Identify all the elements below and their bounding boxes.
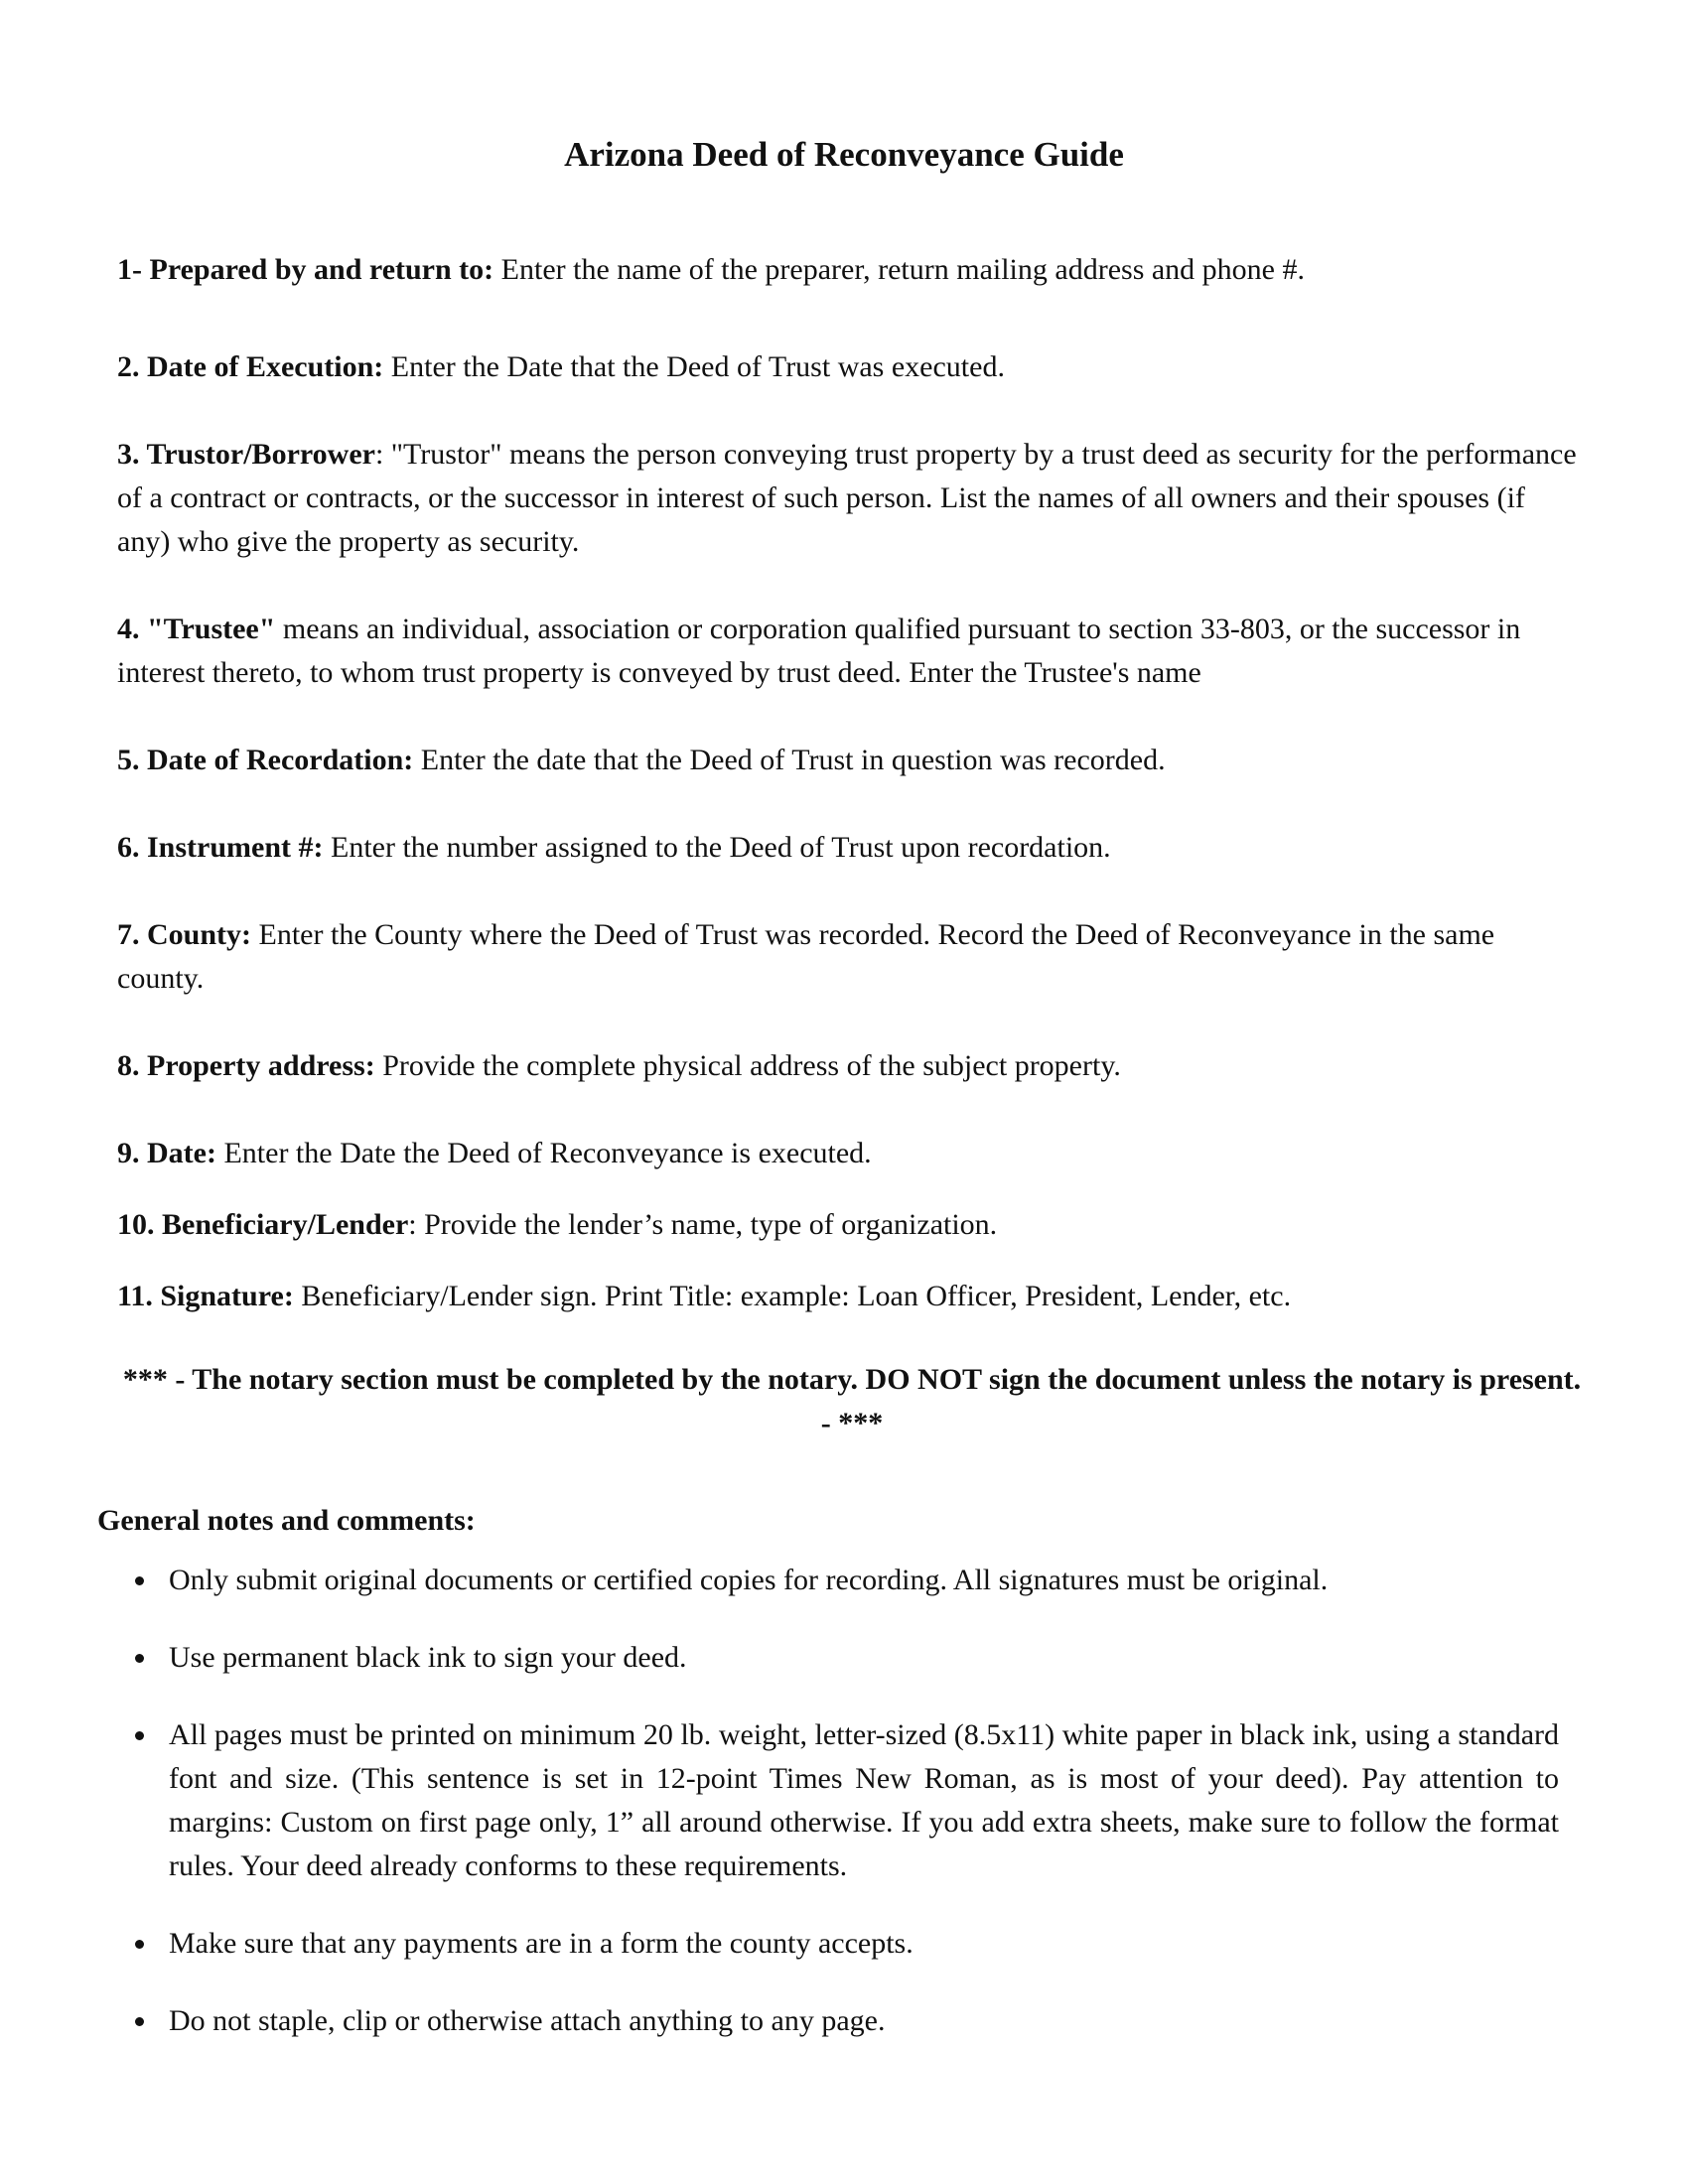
guide-item-label: 3. Trustor/Borrower bbox=[117, 438, 375, 471]
guide-item-label: 9. Date: bbox=[117, 1137, 216, 1169]
bullet-icon bbox=[135, 1940, 144, 1949]
guide-item-label: 10. Beneficiary/Lender bbox=[117, 1208, 409, 1241]
guide-item-text: Enter the name of the preparer, return mailing address and phone #. bbox=[493, 253, 1305, 286]
guide-item-text: means an individual, association or corporation qualified pursuant to section 33-803, or the successor in interest thereto, to whom trust property is conveyed by trust deed. Enter the Trustee's name bbox=[117, 613, 1521, 689]
guide-item-2 bbox=[117, 345, 1577, 389]
bullet-icon bbox=[135, 2017, 144, 2026]
guide-item-label: 1- Prepared by and return to: bbox=[117, 253, 494, 286]
guide-item-6 bbox=[117, 826, 1577, 870]
list-item bbox=[169, 1922, 1559, 1966]
bullet-icon bbox=[135, 1654, 144, 1663]
guide-item-label: 2. Date of Execution: bbox=[117, 350, 384, 383]
guide-item-text: Enter the date that the Deed of Trust in question was recorded. bbox=[413, 744, 1166, 776]
guide-item-5 bbox=[117, 739, 1577, 782]
guide-item-8 bbox=[117, 1044, 1577, 1088]
guide-item-label: 8. Property address: bbox=[117, 1049, 375, 1082]
guide-item-text: Enter the County where the Deed of Trust was recorded. Record the Deed of Reconveyance in the same county. bbox=[117, 918, 1495, 995]
guide-item-10 bbox=[117, 1203, 1577, 1247]
guide-item-11 bbox=[117, 1275, 1577, 1318]
list-item bbox=[169, 1636, 1559, 1680]
list-item bbox=[169, 1999, 1559, 2043]
guide-item-9 bbox=[117, 1132, 1577, 1175]
guide-item-label: 5. Date of Recordation: bbox=[117, 744, 414, 776]
guide-item-text: Enter the Date that the Deed of Trust was executed. bbox=[383, 350, 1005, 383]
guide-item-label: 11. Signature: bbox=[117, 1280, 294, 1312]
guide-item-label: 6. Instrument #: bbox=[117, 831, 324, 864]
bullet-icon bbox=[135, 1576, 144, 1585]
list-item-text: Use permanent black ink to sign your deed. bbox=[169, 1641, 687, 1674]
list-item-text: Make sure that any payments are in a form the county accepts. bbox=[169, 1927, 914, 1960]
page-title: Arizona Deed of Reconveyance Guide bbox=[564, 135, 1124, 174]
guide-item-text: Enter the Date the Deed of Reconveyance is executed. bbox=[215, 1137, 872, 1169]
guide-item-4 bbox=[117, 608, 1577, 695]
list-item bbox=[169, 1713, 1559, 1888]
guide-item-text: Provide the complete physical address of the subject property. bbox=[374, 1049, 1121, 1082]
list-item-text: All pages must be printed on minimum 20 lb. weight, letter-sized (8.5x11) white paper in black ink, using a standard font and size. (This sentence is set in 12-point Times New Roman, as is most of your deed). Pay attention to margins: Custom on first page only, 1” all around otherwise. If you add extra sheets, make sure to follow the format rules. Your deed already conforms to these requirements. bbox=[169, 1718, 1559, 1882]
list-item-text: Do not staple, clip or otherwise attach anything to any page. bbox=[169, 2004, 886, 2037]
notes-heading: General notes and comments: bbox=[97, 1504, 476, 1537]
guide-item-label: 7. County: bbox=[117, 918, 252, 951]
guide-item-text: : "Trustor" means the person conveying trust property by a trust deed as security for the performance of a contract or contracts, or the successor in interest of such person. List the names of all owners and their spouses (if any) who give the property as security. bbox=[117, 438, 1577, 558]
guide-item-7 bbox=[117, 913, 1577, 1001]
notary-notice: *** - The notary section must be completed by the notary. DO NOT sign the document unless the notary is present. - *** bbox=[122, 1363, 1582, 1439]
list-item-text: Only submit original documents or certified copies for recording. All signatures must be original. bbox=[169, 1564, 1329, 1596]
guide-item-1 bbox=[117, 248, 1577, 292]
bullet-icon bbox=[135, 1731, 144, 1740]
guide-item-text: : Provide the lender’s name, type of organization. bbox=[408, 1208, 998, 1241]
guide-item-text: Beneficiary/Lender sign. Print Title: example: Loan Officer, President, Lender, etc. bbox=[293, 1280, 1292, 1312]
guide-item-3 bbox=[117, 433, 1577, 564]
guide-item-label: 4. "Trustee" bbox=[117, 613, 276, 645]
guide-item-text: Enter the number assigned to the Deed of Trust upon recordation. bbox=[323, 831, 1111, 864]
list-item bbox=[169, 1559, 1559, 1602]
